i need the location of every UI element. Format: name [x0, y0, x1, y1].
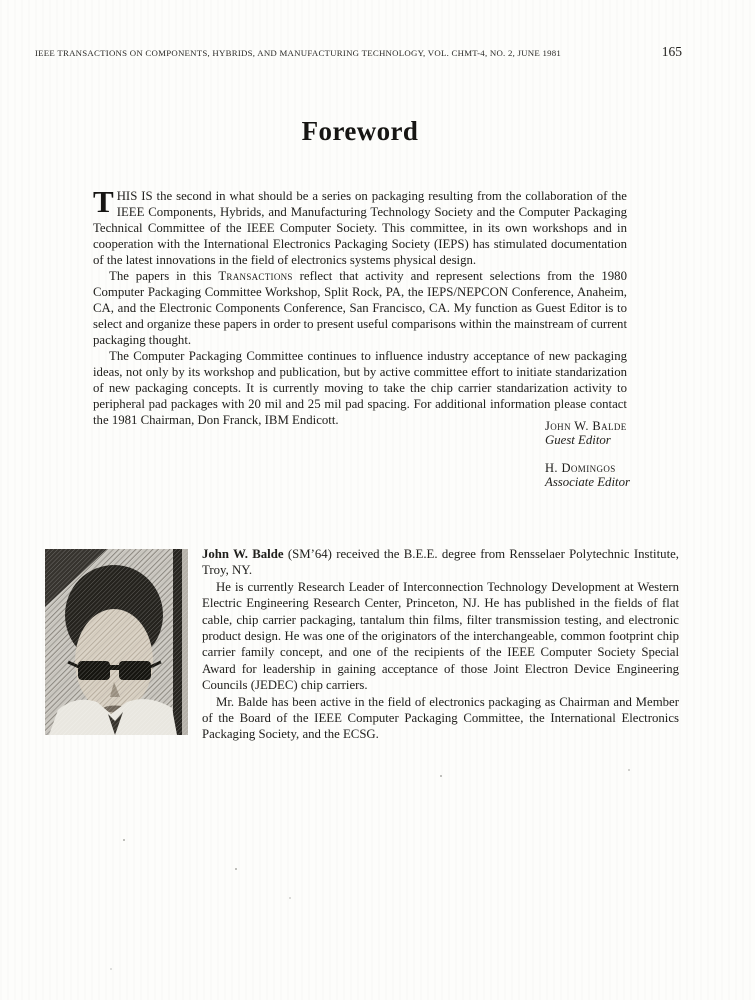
bio-paragraph-3: Mr. Balde has been active in the field of electronics packaging as Chairman and Member of the Board of the IEEE Computer Packaging Committee, the International Electronics Packaging Society, and the ECSG.: [202, 694, 679, 742]
scan-speck: [123, 839, 125, 841]
scan-speck: [235, 868, 237, 870]
signature-entry: [545, 419, 630, 447]
editor-name: H. Domingos: [545, 461, 616, 475]
scan-speck: [440, 775, 442, 777]
scan-speck: [628, 769, 630, 771]
journal-citation: IEEE TRANSACTIONS ON COMPONENTS, HYBRIDS, AND MANUFACTURING TECHNOLOGY, VOL. CHMT-4, NO. 2, JUNE 1981: [35, 48, 562, 58]
paragraph-text: reflect that activity and represent selections from the 1980 Computer Packaging Committee Workshop, Split Rock, PA, the IEPS/NEPCON Conference, Anaheim, CA, and the Electronic Components Conference, San Francisco, CA. My function as Guest Editor is to select and organize these papers in order to present useful comparisons within the mainstream of current packaging thought.: [93, 269, 627, 347]
paragraph-text: The papers in this: [109, 269, 219, 283]
foreword-paragraph-2: [93, 268, 627, 348]
bio-subject-name: John W. Balde: [202, 547, 284, 561]
foreword-body: [93, 184, 627, 428]
scan-speck: [110, 968, 112, 970]
drop-cap: T: [93, 184, 114, 219]
running-head: [35, 44, 682, 60]
paragraph-text: HIS IS the second in what should be a series on packaging resulting from the collaboration of the IEEE Components, Hybrids, and Manufacturing Technology Society and the Computer Packaging Technical Committee of the IEEE Computer Society. This committee, in its own workshops and in cooperation with the International Electronics Packaging Society (IEPS) has stimulated documentation of the latest innovations in the field of electronics systems physical design.: [93, 189, 627, 267]
editor-role: Guest Editor: [545, 433, 611, 447]
editor-name: John W. Balde: [545, 419, 627, 433]
page-title: Foreword: [301, 116, 419, 146]
bio-paragraph-1: [202, 546, 679, 579]
scan-speck: [289, 897, 291, 899]
signature-entry: [545, 461, 630, 489]
paragraph-text: (SM’64) received the B.E.E. degree from Rensselaer Polytechnic Institute, Troy, NY.: [202, 547, 679, 578]
foreword-paragraph-1: [93, 184, 627, 268]
signature-block: [545, 419, 630, 503]
editor-role: Associate Editor: [545, 475, 630, 489]
foreword-paragraph-3: The Computer Packaging Committee continues to influence industry acceptance of new packaging ideas, not only by its workshop and publication, but by active committee effort to initiate standarization of new packaging concepts. It is currently moving to take the chip carrier standarization activity to peripheral pad packages with 20 mil and 25 mil pad spacing. For additional information please contact the 1981 Chairman, Don Franck, IBM Endicott.: [93, 349, 627, 427]
portrait-photo: [45, 549, 188, 735]
smallcaps-word: Transactions: [218, 269, 293, 283]
biography-text: [202, 546, 679, 743]
page-number: 165: [661, 44, 682, 59]
bio-paragraph-2: He is currently Research Leader of Interconnection Technology Development at Western Electric Engineering Research Center, Princeton, NJ. He has published in the fields of flat cable, chip carrier packaging, tantalum thin films, filter transmission testing, and electronic product design. He was one of the originators of the interchangeable, common footprint chip carrier family concept, and one of the recipients of the IEEE Computer Society Special Award for leadership in gaining acceptance of those Joint Electron Device Engineering Councils (JEDEC) chip carriers.: [202, 579, 679, 693]
